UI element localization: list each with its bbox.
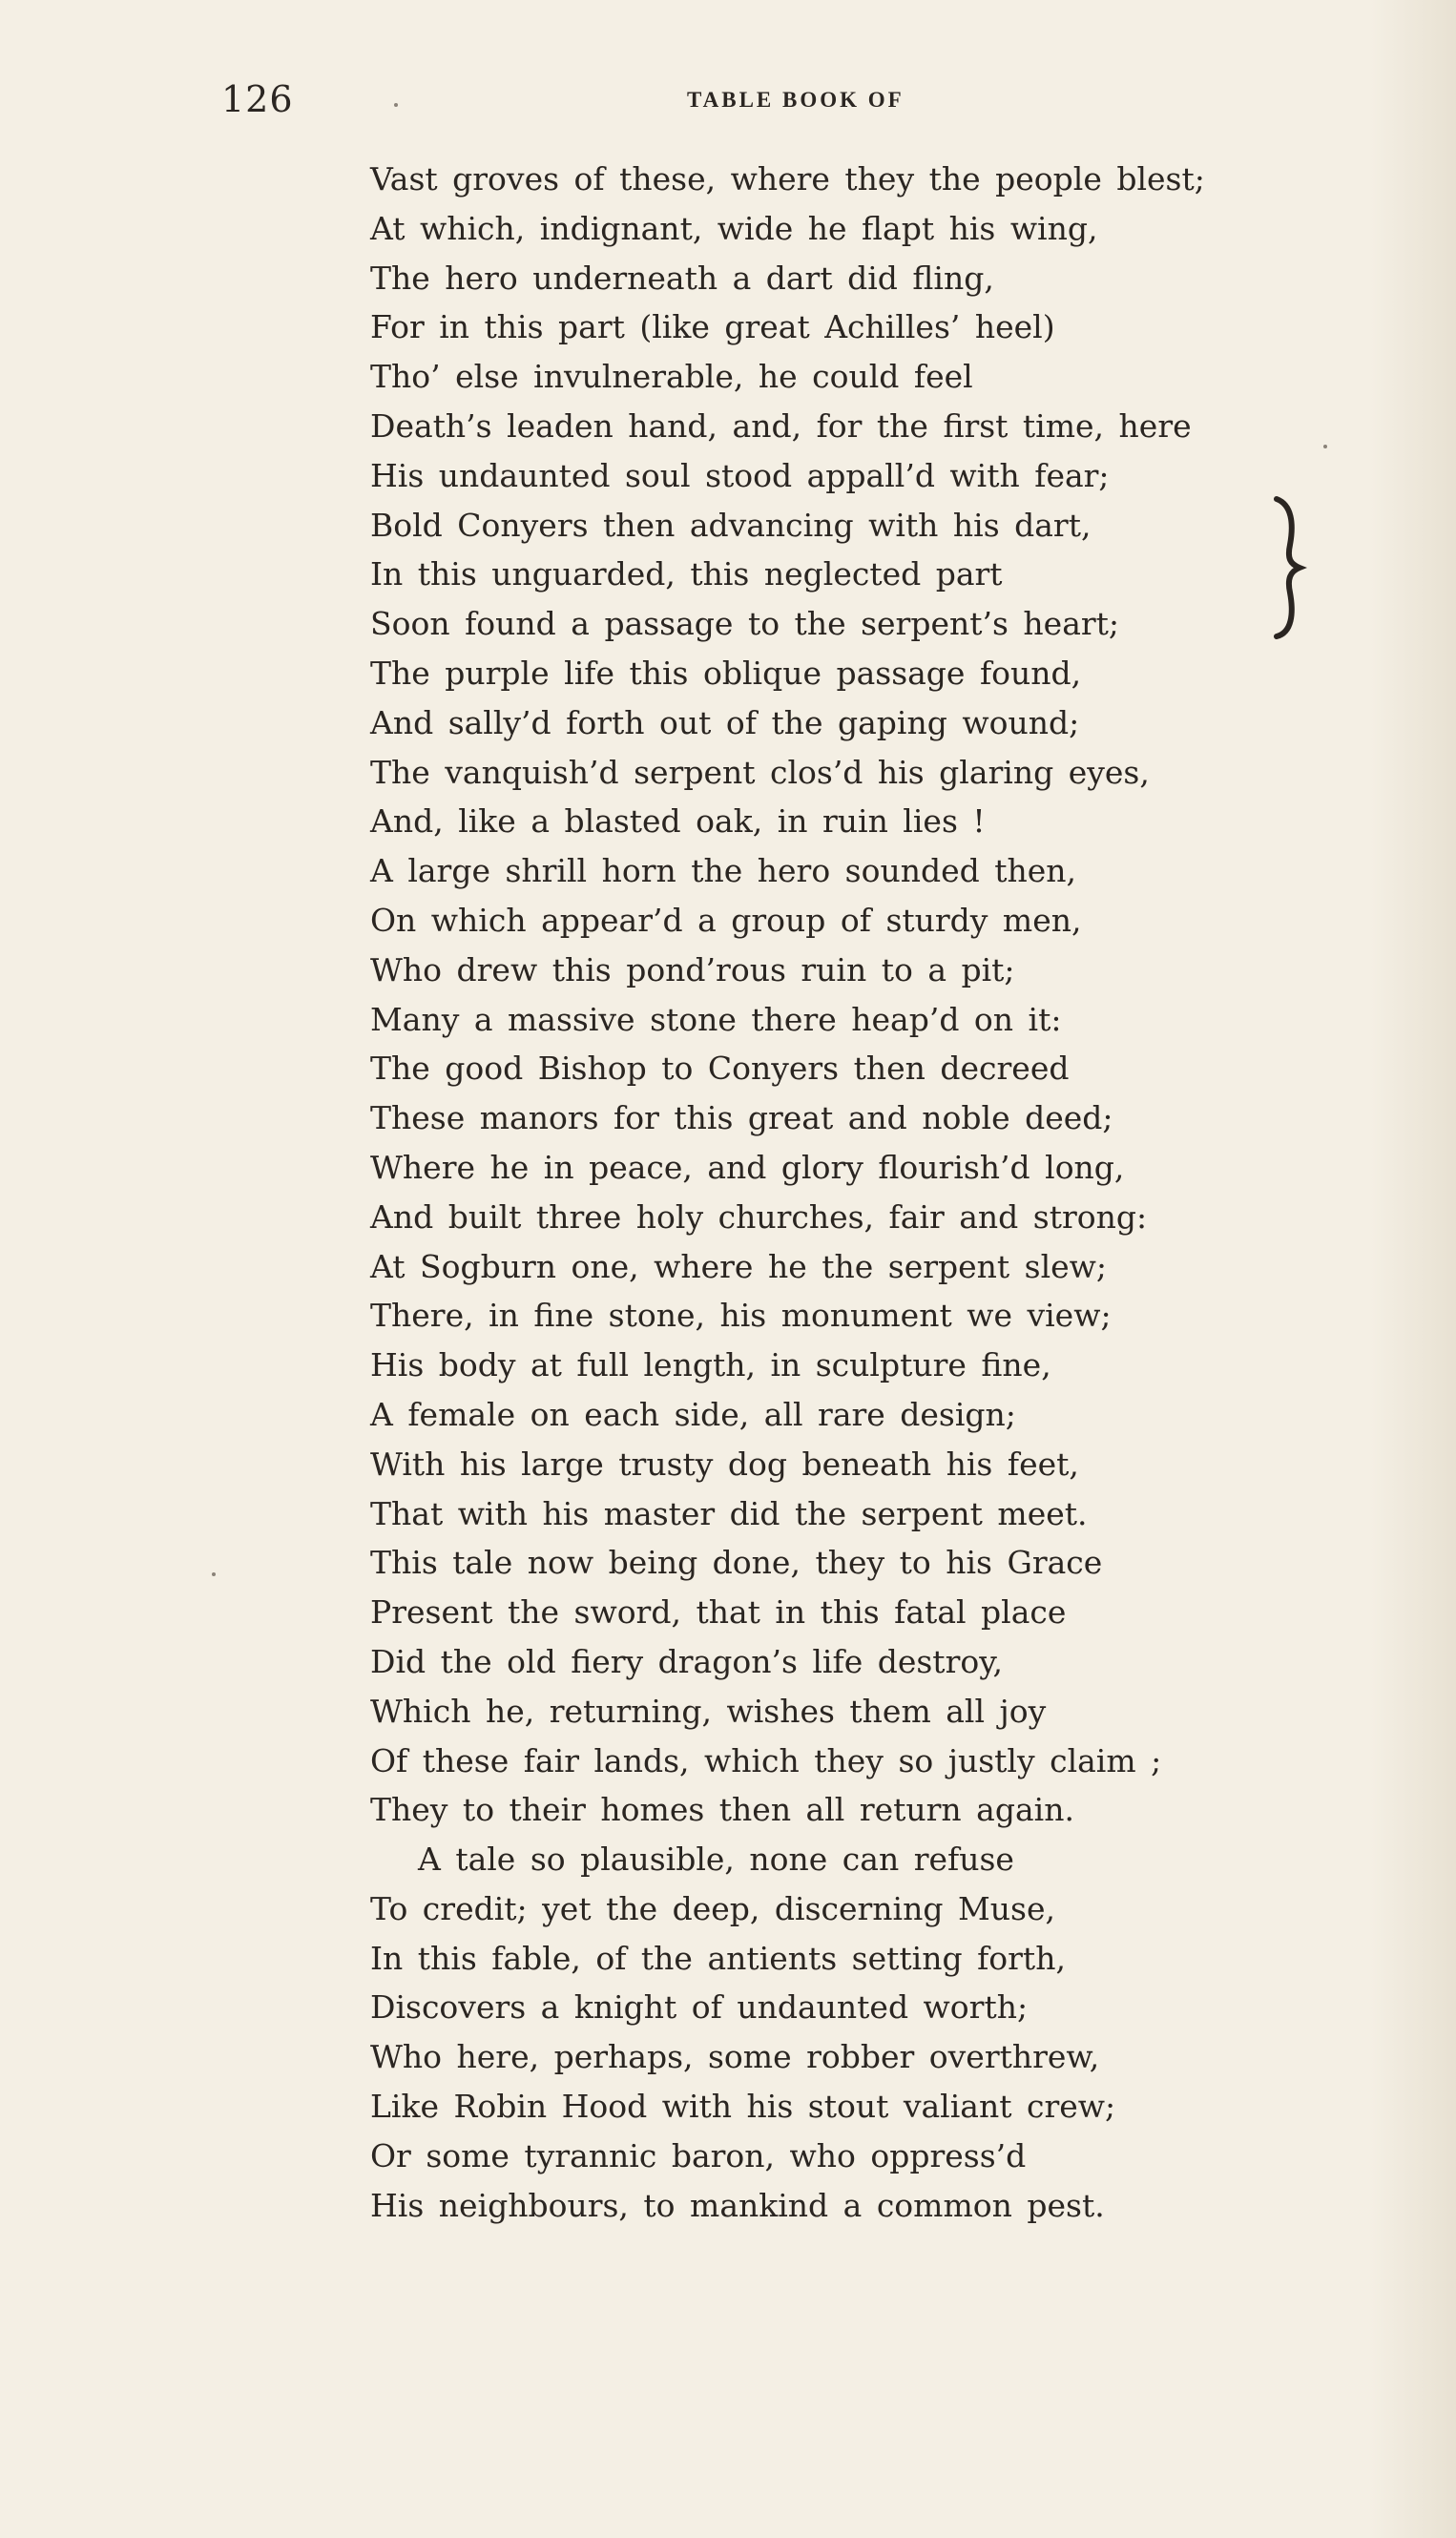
print-speck — [212, 1572, 216, 1576]
poem-line: These manors for this great and noble deed; — [370, 1099, 1113, 1137]
poem-line: In this unguarded, this neglected part — [370, 555, 1003, 593]
poem-line: The good Bishop to Conyers then decreed — [370, 1050, 1070, 1088]
poem-line: With his large trusty dog beneath his feet, — [370, 1445, 1079, 1483]
poem-line: At Sogburn one, where he the serpent slew; — [370, 1247, 1108, 1285]
poem-line: And built three holy churches, fair and strong: — [370, 1197, 1148, 1236]
poem-line: A female on each side, all rare design; — [370, 1395, 1016, 1433]
poem-line: This tale now being done, they to his Grace — [370, 1544, 1103, 1582]
print-speck — [1323, 445, 1327, 448]
triplet-brace-icon — [1269, 491, 1307, 644]
poem-line: Who here, perhaps, some robber overthrew, — [370, 2038, 1100, 2076]
poem-line: Of these fair lands, which they so justly claim ; — [370, 1741, 1162, 1779]
poem-line: Who drew this pond’rous ruin to a pit; — [370, 950, 1015, 988]
poem-line: His undaunted soul stood appall’d with fear; — [370, 456, 1110, 494]
page-number: 126 — [221, 78, 294, 120]
poem-line: A large shrill horn the hero sounded then, — [370, 852, 1077, 890]
poem-line: For in this part (like great Achilles’ heel) — [370, 308, 1055, 346]
poem-line: They to their homes then all return again. — [370, 1791, 1074, 1829]
poem-line: The vanquish’d serpent clos’d his glaring eyes, — [370, 753, 1150, 791]
poem-line: Did the old fiery dragon’s life destroy, — [370, 1642, 1003, 1680]
poem-line: There, in fine stone, his monument we view; — [370, 1297, 1112, 1335]
poem-line: Soon found a passage to the serpent’s heart; — [370, 605, 1120, 643]
poem-line: Present the sword, that in this fatal place — [370, 1593, 1067, 1632]
poem-line: Many a massive stone there heap’d on it: — [370, 1000, 1062, 1038]
poem-line: His neighbours, to mankind a common pest. — [370, 2186, 1105, 2224]
poem-line: Bold Conyers then advancing with his dart, — [370, 506, 1092, 544]
page-edge-shadow — [1370, 0, 1456, 2538]
poem-line: Vast groves of these, where they the people blest; — [370, 160, 1205, 198]
poem-line: And, like a blasted oak, in ruin lies ! — [370, 802, 986, 841]
poem-line: Tho’ else invulnerable, he could feel — [370, 358, 973, 396]
poem-line: Like Robin Hood with his stout valiant crew; — [370, 2088, 1116, 2126]
poem-text — [370, 155, 1334, 2230]
poem-line: Death’s leaden hand, and, for the first time, here — [370, 406, 1192, 445]
page-header — [0, 76, 1456, 134]
print-speck — [394, 103, 398, 107]
poem-line: His body at full length, in sculpture fine, — [370, 1346, 1051, 1384]
poem-line: Discovers a knight of undaunted worth; — [370, 1988, 1029, 2027]
poem-line: A tale so plausible, none can refuse — [418, 1841, 1014, 1879]
running-head: TABLE BOOK OF — [687, 88, 905, 112]
poem-line: On which appear’d a group of sturdy men, — [370, 901, 1082, 939]
poem-line: That with his master did the serpent meet. — [370, 1494, 1088, 1532]
poem-line: The purple life this oblique passage found, — [370, 654, 1082, 692]
poem-line: Or some tyrannic baron, who oppress’d — [370, 2136, 1027, 2174]
poem-line: At which, indignant, wide he flapt his wing, — [370, 209, 1098, 247]
poem-line: The hero underneath a dart did fling, — [370, 259, 994, 297]
poem-line: In this fable, of the antients setting forth, — [370, 1939, 1066, 1977]
poem-line: Which he, returning, wishes them all joy — [370, 1692, 1047, 1730]
poem-line: Where he in peace, and glory flourish’d long, — [370, 1148, 1125, 1186]
poem-line: To credit; yet the deep, discerning Muse, — [370, 1889, 1055, 1927]
poem-line: And sally’d forth out of the gaping wound; — [370, 703, 1080, 741]
